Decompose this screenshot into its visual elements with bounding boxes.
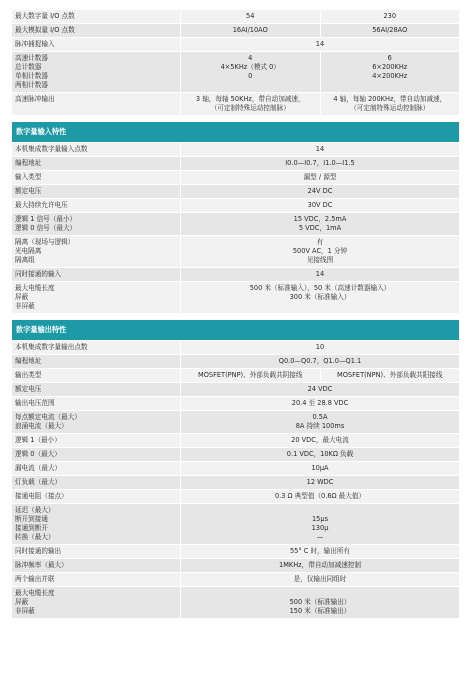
spec-value [181,411,459,433]
spec-value [181,559,459,572]
spec-label [12,545,180,558]
spec-label-line: 非屏蔽 [15,302,35,310]
input-section-header: 数字量输入特性 [12,122,459,142]
spec-values [180,282,459,313]
spec-label-line: 逻辑 0（最大） [15,450,61,458]
spec-label-line: 高速脉冲输出 [15,95,55,103]
spec-value [181,282,459,313]
spec-value-line: 3 轴，每轴 50KHz，带自动加减速， [195,95,305,103]
spec-values [180,573,459,586]
spec-value-line: 15μs [311,515,329,523]
spec-value-line: 0 [248,72,253,80]
spec-value-line: 8A 持续 100ms [295,422,345,430]
spec-label-line: 屏蔽 [15,598,29,606]
spec-values [180,448,459,461]
spec-row [12,268,459,282]
spec-row [12,448,459,462]
spec-label-line: 本机集成数字量输入点数 [15,145,88,153]
spec-label-line: 延迟（最大） [15,506,55,514]
spec-values [180,369,459,382]
spec-label [12,448,180,461]
spec-value-line: MOSFET(NPN)、外部负载共阳接线 [337,371,443,379]
spec-value-line: 150 米（标准输出） [289,607,351,615]
spec-values [180,38,459,51]
spec-label-line: 最大持续允许电压 [15,201,68,209]
spec-values [180,476,459,489]
spec-value-line: 1MKHz，带自动加减速控制 [279,561,361,569]
spec-label [12,185,180,198]
spec-label-line: 两个输出并联 [15,575,55,583]
spec-value-line: 4×5KHz（模式 0） [220,63,280,71]
spec-value [181,383,459,396]
spec-row [12,52,459,93]
spec-value [320,369,460,382]
spec-value [181,397,459,410]
spec-label-line: 本机集成数字量输出点数 [15,343,88,351]
spec-label-line: 脉冲频率（最大） [15,561,68,569]
spec-label-line: 同时接通的输入 [15,270,62,278]
spec-value-line: 54 [246,12,255,20]
spec-value-line: 14 [315,145,325,153]
spec-label-line: 脉冲捕捉输入 [15,40,55,48]
spec-value [181,573,459,586]
spec-label-line: 最大数字量 I/O 点数 [15,12,75,20]
spec-value-line: 14 [315,40,325,48]
spec-values [180,185,459,198]
spec-value-line: 500V AC，1 分钟 [292,247,348,255]
spec-values [180,504,459,544]
spec-label-line: 同时接通的输出 [15,547,62,555]
spec-value [320,24,460,37]
spec-value [181,355,459,368]
spec-label-line: 漏电流（最大） [15,464,62,472]
spec-label-line: 光电隔离 [15,247,42,255]
spec-label [12,397,180,410]
spec-row [12,559,459,573]
spec-value-line: 24 VDC [307,385,333,393]
spec-value-line: 56AI/28AO [372,26,408,34]
spec-value-line: 有 [316,238,324,246]
spec-row [12,355,459,369]
spec-value [181,369,320,382]
spec-label [12,171,180,184]
spec-values [180,93,459,115]
spec-values [180,213,459,235]
spec-values [180,559,459,572]
spec-label-line: 编程地址 [15,159,42,167]
spec-label [12,157,180,170]
spec-label [12,213,180,235]
spec-value-line: 6×200KHz [372,63,408,71]
spec-label [12,587,180,618]
spec-value [181,448,459,461]
spec-label-line: 非屏蔽 [15,607,35,615]
spec-value [181,213,459,235]
spec-value [181,476,459,489]
spec-values [180,10,459,23]
spec-label-line: 两相计数器 [15,81,48,89]
spec-row [12,490,459,504]
spec-label-line: 输出类型 [15,371,42,379]
spec-label-line: 断开到接通 [15,515,48,523]
spec-label [12,559,180,572]
spec-value-line: 20 VDC，最大电流 [291,436,349,444]
input-spec-table [12,143,459,314]
spec-value-line: 500 米（标准输出） [289,598,351,606]
output-spec-table [12,341,459,619]
spec-row [12,38,459,52]
spec-label [12,476,180,489]
spec-label [12,93,180,115]
spec-value [181,434,459,447]
spec-value-line: 130μ [311,524,329,532]
spec-row [12,434,459,448]
spec-row [12,545,459,559]
spec-label-line: 最大模拟量 I/O 点数 [15,26,75,34]
spec-value [181,490,459,503]
spec-value-line: — [316,533,324,541]
spec-row [12,199,459,213]
capacity-table [12,10,459,116]
spec-label [12,504,180,544]
spec-label [12,268,180,281]
spec-value-line: （可定制特殊运动控制脉） [210,104,290,112]
spec-value [181,38,459,51]
spec-value [181,24,320,37]
spec-value-line: 12 WDC [306,478,334,486]
spec-label [12,199,180,212]
spec-row [12,504,459,545]
spec-label-line: 总计数器 [15,63,42,71]
spec-label [12,24,180,37]
spec-label [12,383,180,396]
spec-label-line: 输出电压范围 [15,399,55,407]
spec-row [12,213,459,236]
spec-value-line: 10μA [311,464,329,472]
spec-label-line: 逻辑 1（最小） [15,436,61,444]
spec-value-line: 14 [315,270,325,278]
spec-values [180,199,459,212]
spec-row [12,397,459,411]
spec-value-line: 5 VDC，1mA [298,224,342,232]
spec-label-line: 高速计数器 [15,54,48,62]
spec-value-line: 6 [387,54,392,62]
spec-values [180,434,459,447]
spec-value [181,587,459,618]
spec-label-line: 额定电压 [15,385,42,393]
spec-row [12,171,459,185]
spec-label-line: 最大电缆长度 [15,589,55,597]
spec-values [180,341,459,354]
spec-values [180,236,459,267]
spec-row [12,476,459,490]
spec-value [181,268,459,281]
spec-label-line: 额定电压 [15,187,42,195]
spec-value-line: 4 [248,54,253,62]
spec-label-line: 接通电阻（接点） [15,492,68,500]
spec-value [181,341,459,354]
spec-row [12,10,459,24]
spec-label [12,411,180,433]
spec-values [180,545,459,558]
spec-value [181,93,320,115]
spec-label [12,143,180,156]
spec-value-line: 16AI/10AO [232,26,268,34]
spec-value-line: Q0.0—Q0.7，Q1.0—Q1.1 [278,357,362,365]
spec-values [180,397,459,410]
spec-value-line: I0.0—I0.7，I1.0—I1.5 [285,159,355,167]
spec-values [180,268,459,281]
spec-values [180,462,459,475]
spec-row [12,341,459,355]
spec-value [181,171,459,184]
spec-label [12,10,180,23]
spec-value-line: 500 米（标准输入），50 米（高速计数器输入） [249,284,391,292]
spec-value-line: （可定制特殊运动控制脉） [350,104,430,112]
spec-label-line: 接通到断开 [15,524,48,532]
output-section-header: 数字量输出特性 [12,320,459,340]
spec-label [12,355,180,368]
spec-label [12,52,180,92]
spec-value-line: 55° C 时，输出所有 [289,547,351,555]
spec-value [181,462,459,475]
spec-value [320,93,460,115]
spec-row [12,282,459,314]
spec-value [181,52,320,92]
spec-value [181,157,459,170]
spec-value-line: 4 轴，每轴 200KHz，带自动加减速， [333,95,447,103]
spec-value [181,185,459,198]
spec-row [12,369,459,383]
spec-values [180,143,459,156]
spec-label-line: 逻辑 1 信号（最小） [15,215,77,223]
spec-values [180,171,459,184]
spec-label [12,236,180,267]
spec-values [180,587,459,618]
spec-label [12,462,180,475]
spec-value-line: 漏型 / 源型 [303,173,337,181]
spec-value-line: 30V DC [307,201,333,209]
spec-row [12,462,459,476]
spec-row [12,24,459,38]
spec-value-line [183,506,457,515]
spec-label-line: 灯负载（最大） [15,478,62,486]
spec-label-line: 转换（最大） [15,533,55,541]
spec-row [12,573,459,587]
spec-row [12,143,459,157]
spec-value [320,52,460,92]
spec-value-line: 4×200KHz [372,72,408,80]
spec-label [12,282,180,313]
spec-row [12,383,459,397]
spec-values [180,355,459,368]
spec-label-line: 输入类型 [15,173,42,181]
spec-value-line: MOSFET(PNP)、外部负载共阴接线 [198,371,303,379]
spec-label-line: 屏蔽 [15,293,29,301]
spec-label [12,434,180,447]
spec-value [181,504,459,544]
spec-values [180,490,459,503]
spec-label-line: 最大电缆长度 [15,284,55,292]
spec-value [181,10,320,23]
spec-values [180,157,459,170]
spec-label-line: 逻辑 0 信号（最大） [15,224,77,232]
spec-value-line: 230 [383,12,397,20]
spec-label [12,341,180,354]
spec-values [180,52,459,92]
spec-value-line: 15 VDC，2.5mA [293,215,347,223]
spec-label-line: 单相计数器 [15,72,48,80]
spec-row [12,236,459,268]
spec-label-line: 隔离（现场与逻辑） [15,238,75,246]
spec-row [12,185,459,199]
spec-row [12,93,459,116]
spec-value-line: 0.1 VDC，10KΩ 负载 [286,450,354,458]
spec-value-line: 10 [315,343,325,351]
spec-value-line: 20.4 至 28.8 VDC [291,399,349,407]
spec-value-line: 见接线图 [306,256,334,264]
spec-values [180,24,459,37]
spec-value-line: 300 米（标准输入） [289,293,351,301]
spec-row [12,587,459,619]
spec-row [12,411,459,434]
spec-row [12,157,459,171]
spec-values [180,383,459,396]
spec-value-line: 0.5A [312,413,328,421]
spec-value-line [183,589,457,598]
spec-value [320,10,460,23]
spec-label [12,490,180,503]
spec-value [181,545,459,558]
spec-value-line: 0.3 Ω 典型值（0.6Ω 最大值） [274,492,366,500]
spec-label [12,573,180,586]
spec-label [12,369,180,382]
spec-value-line: 是，仅输出同组时 [293,575,347,583]
spec-value [181,236,459,267]
spec-values [180,411,459,433]
spec-value [181,199,459,212]
spec-value [181,143,459,156]
spec-sheet [12,10,459,619]
spec-label-line: 每点额定电流（最大） [15,413,81,421]
spec-label-line: 浪涌电流（最大） [15,422,68,430]
spec-label [12,38,180,51]
spec-label-line: 编程地址 [15,357,42,365]
spec-label-line: 隔离组 [15,256,35,264]
spec-value-line: 24V DC [307,187,333,195]
